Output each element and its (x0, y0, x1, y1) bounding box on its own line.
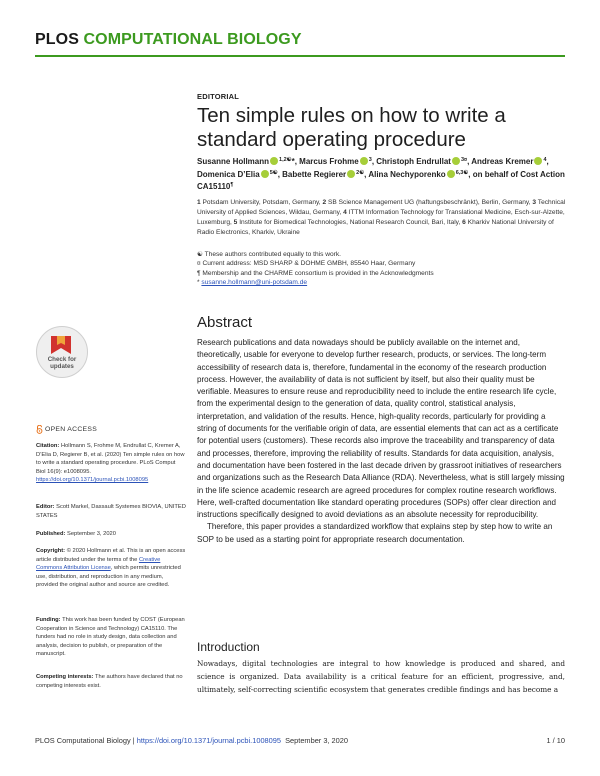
open-access-label: OPEN ACCESS (45, 426, 98, 433)
affiliation-number: 2 (322, 199, 327, 206)
author-affiliation-marker: 4 (543, 157, 547, 163)
affiliation-text: Kharkiv National University of Radio Electronics, Kharkiv, Ukraine (197, 219, 554, 236)
page-number: 1 / 10 (546, 736, 565, 745)
note-current-address: ¤ Current address: MSD SHARP & DOHME GMBH, 85540 Haar, Germany (197, 260, 416, 268)
author-affiliation-marker: 1,2☯ (279, 157, 292, 163)
author-name[interactable]: Domenica D’Elia (197, 169, 260, 179)
citation-text: Hollmann S, Frohme M, Endrullat C, Kremer A, D’Elia D, Regierer B, et al. (2020) Ten simple rules on how to write a standard operating procedure. PLoS Comput Biol 16(9): e1008095. (36, 443, 185, 475)
copyright-text-1: © 2020 Hollmann et al. This is an open access article distributed under the terms of the (36, 548, 186, 563)
affiliation-number: 4 (343, 209, 347, 216)
orcid-icon[interactable] (447, 170, 455, 178)
introduction-heading: Introduction (197, 640, 260, 654)
funding-text: This work has been funded by COST (European Cooperation in Science and Technology) CA15110. The funders had no role in study design, data collection and analysis, decision to publish, or preparation of the manuscript. (36, 617, 185, 658)
editor-block (36, 503, 186, 520)
author-affiliation-marker: ¶ (230, 182, 234, 188)
author-separator: , (364, 169, 369, 179)
abstract-paragraph-1: Research publications and data nowadays should be publicly available on the internet and, theoretically, usable for everyone to develop further research, products, or services. The long-term accessibility of research data is, therefore, fundamental in the economy of the research production process. However, the availability of data is not sufficient by itself, but also their quality must be verifiable. Measures to ensure reuse and reproducibility need to include the entire research life cycle, from the experimental design to the generation of data, quality control, statistical analysis, interpretation, and validation of the results. Hence, high-quality records, particularly for providing a string of documents for the verifiable origin of data, are essential elements that can act as a certificate for potential users (customers). These records also improve the traceability and transparency of data and processes, therefore, improving the reliability of results. Standards for data acquisition, analysis, and documentation have been fostered in the last decade driven by grassroot initiatives of researchers and organizations such as the Research Data Alliance (RDA). Nevertheless, what is still largely missing in the life science academic research are agreed procedures for complex routine research workflows. Here, well-crafted documentation like standard operating procedures (SOPs) offer clear direction and instructions specifically designed to avoid deviations as an absolute necessity for reproducibility. (197, 338, 565, 520)
author-name[interactable]: Susanne Hollmann (197, 157, 270, 166)
author-separator: , (546, 157, 551, 166)
orcid-icon[interactable] (270, 157, 278, 165)
footer-journal: PLOS Computational Biology (35, 736, 131, 745)
badge-line-1: Check for (47, 356, 77, 363)
citation-label: Citation: (36, 443, 60, 449)
orcid-icon[interactable] (261, 170, 269, 178)
author-affiliation-marker: 5☯ (269, 169, 278, 176)
header-rule (35, 55, 565, 57)
affiliation-text: ITTM Information Technology for Translational Medicine, Esch-sur-Alzette, Luxemburg, (197, 209, 565, 226)
orcid-icon[interactable] (452, 157, 460, 165)
abstract-heading: Abstract (197, 314, 253, 331)
author-list (197, 156, 567, 194)
affiliation-text: SB Science Management UG (haftungsbeschränkt), Berlin, Germany, (328, 199, 531, 206)
funding-label: Funding: (36, 617, 61, 623)
author-affiliation-marker: 6,3☯ (455, 169, 469, 176)
affiliation-number: 5 (233, 219, 238, 226)
page-footer (35, 736, 565, 745)
author-name[interactable]: Marcus Frohme (299, 157, 359, 166)
copyright-label: Copyright: (36, 548, 66, 554)
bookmark-ribbon-icon (48, 336, 74, 354)
affiliation-text: Technical University of Applied Sciences, Wildau, Germany, (197, 199, 566, 216)
note-membership: ¶ Membership and the CHARME consortium is provided in the Acknowledgments (197, 269, 434, 277)
author-affiliation-marker: 2☯ (356, 169, 365, 176)
competing-text: The authors have declared that no competing interests exist. (36, 674, 183, 689)
affiliation-number: 1 (197, 199, 201, 206)
badge-line-2: updates (50, 363, 74, 370)
affiliations (197, 198, 567, 238)
footer-date: September 3, 2020 (285, 736, 348, 745)
orcid-icon[interactable] (534, 157, 542, 165)
introduction-paragraph: Nowadays, digital technologies are integral to how knowledge is produced and shared, and science is organized. Data availability is a critical feature for an efficient, progressive, and, ultimately, self-correcting scientific ecosystem that generates credible findings and has become a (197, 659, 565, 694)
abstract-body (197, 337, 565, 546)
author-name[interactable]: on behalf of Cost Action CA15110 (197, 169, 565, 191)
footer-doi-link[interactable]: https://doi.org/10.1371/journal.pcbi.1008095 (136, 736, 281, 745)
copyright-block (36, 547, 186, 590)
email-star: * (197, 279, 200, 287)
published-date: September 3, 2020 (67, 531, 116, 537)
editor-label: Editor: (36, 504, 55, 510)
open-access-lock-icon (36, 425, 43, 434)
introduction-body (197, 657, 565, 696)
author-affiliation-marker: 3 (368, 157, 372, 163)
funding-block (36, 616, 186, 659)
author-name[interactable]: Andreas Kremer (471, 157, 534, 166)
license-link[interactable]: Creative Commons Attribution License (36, 556, 161, 572)
affiliation-number: 6 (462, 219, 466, 226)
affiliation-text: Institute for Biomedical Technologies, National Research Council, Bari, Italy, (239, 219, 461, 226)
author-separator: , (294, 157, 300, 166)
author-affiliation-marker: 3¤ (460, 157, 468, 163)
published-block (36, 530, 186, 539)
journal-name (35, 31, 302, 49)
journal-plos: PLOS (35, 31, 79, 48)
note-equal: ☯ These authors contributed equally to this work. (197, 251, 341, 258)
author-separator: , (371, 157, 377, 166)
author-name[interactable]: Babette Regierer (282, 169, 347, 179)
author-name[interactable]: Christoph Endrullat (376, 157, 451, 166)
article-title: Ten simple rules on how to write a standard operating procedure (197, 104, 506, 151)
competing-label: Competing interests: (36, 674, 94, 680)
author-separator: , (467, 157, 472, 166)
affiliation-text: Potsdam University, Potsdam, Germany, (202, 199, 321, 206)
note-email (197, 278, 567, 287)
author-separator: , (468, 169, 473, 179)
citation-doi-link[interactable]: https://doi.org/10.1371/journal.pcbi.1008095 (36, 477, 149, 484)
orcid-icon[interactable] (360, 157, 368, 165)
abstract-paragraph-2: Therefore, this paper provides a standardized workflow that explains step by step how to write an SOP to be used as a starting point for appropriate research documentation. (197, 522, 553, 544)
article-type: EDITORIAL (197, 92, 240, 101)
author-notes (197, 250, 567, 288)
author-name[interactable]: Alina Nechyporenko (368, 169, 446, 179)
corresponding-author-marker: * (291, 157, 295, 166)
affiliation-number: 3 (532, 199, 537, 206)
orcid-icon[interactable] (347, 170, 355, 178)
footer-separator: | (130, 736, 137, 745)
author-separator: , (277, 169, 283, 179)
competing-interests-block (36, 673, 186, 690)
editor-text: Scott Markel, Dassault Systemes BIOVIA, UNITED STATES (36, 504, 186, 519)
copyright-text-2: , which permits unrestricted use, distribution, and reproduction in any medium, provided the original author and source are credited. (36, 565, 181, 589)
citation-block (36, 442, 186, 485)
email-link[interactable]: susanne.hollmann@uni-potsdam.de (201, 279, 308, 287)
published-label: Published: (36, 531, 66, 537)
journal-section: COMPUTATIONAL BIOLOGY (83, 31, 302, 48)
badge-label (36, 356, 88, 370)
